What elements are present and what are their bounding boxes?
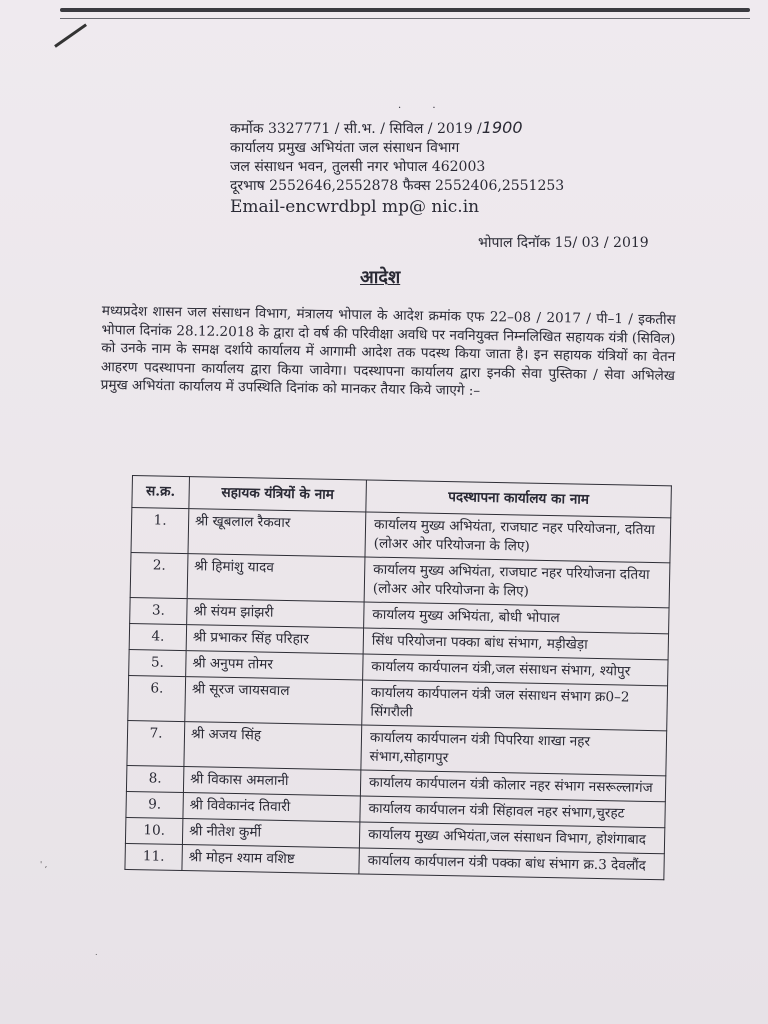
phone-fax: दूरभाष 2552646,2552878 फैक्स 2552406,2551253 xyxy=(230,178,565,194)
top-scan-rule xyxy=(60,8,750,12)
scan-speck: ' , xyxy=(40,860,48,869)
office-cell: कार्यालय मुख्य अभियंता, राजघाट नहर परियोजना, दतिया (लोअर ओर परियोजना के लिए) xyxy=(365,512,671,563)
office-cell: कार्यालय कार्यपालन यंत्री पिपरिया शाखा नहर संभाग,सोहागपुर xyxy=(361,725,667,776)
office-cell: सिंध परियोजना पक्का बांध संभाग, मड़ीखेड़ा xyxy=(363,628,668,660)
reference-line xyxy=(230,118,690,139)
header-name: सहायक यंत्रियों के नाम xyxy=(189,477,367,512)
posting-table xyxy=(124,475,671,880)
office-cell: कार्यालय मुख्य अभियंता,जल संसाधन विभाग, होशंगाबाद xyxy=(359,822,664,854)
name-cell: श्री खूबलाल रैकवार xyxy=(188,509,366,557)
office-cell: कार्यालय मुख्य अभियंता, राजघाट नहर परियोजना दतिया (लोअर ओर परियोजना के लिए) xyxy=(364,557,670,608)
name-cell: श्री अनुपम तोमर xyxy=(186,651,363,680)
serial-cell: 7. xyxy=(127,720,185,766)
serial-cell: 5. xyxy=(129,649,186,676)
letterhead xyxy=(230,118,690,217)
serial-cell: 9. xyxy=(126,791,183,818)
serial-cell: 8. xyxy=(126,765,183,792)
posting-table-wrapper xyxy=(124,475,671,880)
date-line: भोपाल दिनॉक 15/ 03 / 2019 xyxy=(478,235,649,251)
pen-mark xyxy=(54,23,87,47)
name-cell: श्री हिमांशु यादव xyxy=(187,554,365,602)
header-office: पदस्थापना कार्यालय का नाम xyxy=(366,480,672,518)
serial-cell: 3. xyxy=(130,597,187,624)
name-cell: श्री विवेकानंद तिवारी xyxy=(183,793,360,822)
serial-cell: 10. xyxy=(125,817,182,844)
office-cell: कार्यालय कार्यपालन यंत्री कोलार नहर संभाग नसरूल्लागंज xyxy=(360,770,665,802)
name-cell: श्री संयम झांझरी xyxy=(187,599,364,628)
serial-cell: 6. xyxy=(128,675,186,721)
serial-cell: 2. xyxy=(130,552,188,598)
office-cell: कार्यालय कार्यपालन यंत्री पक्का बांध संभाग क्र.3 देवलौंद xyxy=(359,848,664,880)
name-cell: श्री विकास अमलानी xyxy=(183,767,360,796)
handwritten-number: 1900 xyxy=(481,118,523,137)
office-name: कार्यालय प्रमुख अभियंता जल संसाधन विभाग xyxy=(230,140,460,156)
dot-marks: . . xyxy=(398,100,450,111)
office-cell: कार्यालय कार्यपालन यंत्री सिंहावल नहर संभाग,चुरहट xyxy=(360,796,665,828)
name-cell: श्री अजय सिंह xyxy=(184,722,362,770)
office-cell: कार्यालय कार्यपालन यंत्री जल संसाधन संभाग क्र0–2 सिंगरौली xyxy=(362,680,668,731)
scan-speck: . xyxy=(95,948,98,957)
order-body: मध्यप्रदेश शासन जल संसाधन विभाग, मंत्रालय भोपाल के आदेश क्रमांक एफ 22–08 / 2017 / पी–1 / इकतीस भोपाल दिनांक 28.12.2018 के द्वारा दो वर्ष की परिवीक्षा अवधि पर नवनियुक्त निम्नलिखित सहायक यंत्री (सिविल) को उनके नाम के समक्ष दर्शाये कार्यालय में आगामी आदेश तक पदस्थ किया जाता है। इन सहायक यंत्रियों का वेतन आहरण पदस्थापना कार्यालय द्वारा किया जावेगा। पदस्थापना कार्यालय द्वारा इनकी सेवा पुस्तिका / सेवा अभिलेख प्रमुख अभियंता कार्यालय में उपस्थिति दिनांक को मानकर तैयार किये जाएगे :– xyxy=(100,302,676,400)
header-serial: स.क्र. xyxy=(132,476,190,509)
office-cell: कार्यालय मुख्य अभियंता, बोधी भोपाल xyxy=(364,602,669,634)
name-cell: श्री सूरज जायसवाल xyxy=(185,677,363,725)
serial-cell: 11. xyxy=(125,843,182,870)
office-address: जल संसाधन भवन, तुलसी नगर भोपाल 462003 xyxy=(230,159,486,175)
serial-cell: 4. xyxy=(129,623,186,650)
email-line: Email-encwrdbpl mp@ nic.in xyxy=(230,197,480,217)
office-cell: कार्यालय कार्यपालन यंत्री,जल संसाधन संभाग, श्योपुर xyxy=(363,654,668,686)
name-cell: श्री नीतेश कुर्मी xyxy=(182,819,359,848)
serial-cell: 1. xyxy=(131,508,189,554)
name-cell: श्री प्रभाकर सिंह परिहार xyxy=(186,625,363,654)
reference-number: कर्मोक 3327771 / सी.भ. / सिविल / 2019 / xyxy=(230,121,482,137)
order-title: आदेश xyxy=(360,267,401,288)
top-scan-thin-rule xyxy=(60,18,750,19)
name-cell: श्री मोहन श्याम वशिष्ट xyxy=(182,845,359,874)
